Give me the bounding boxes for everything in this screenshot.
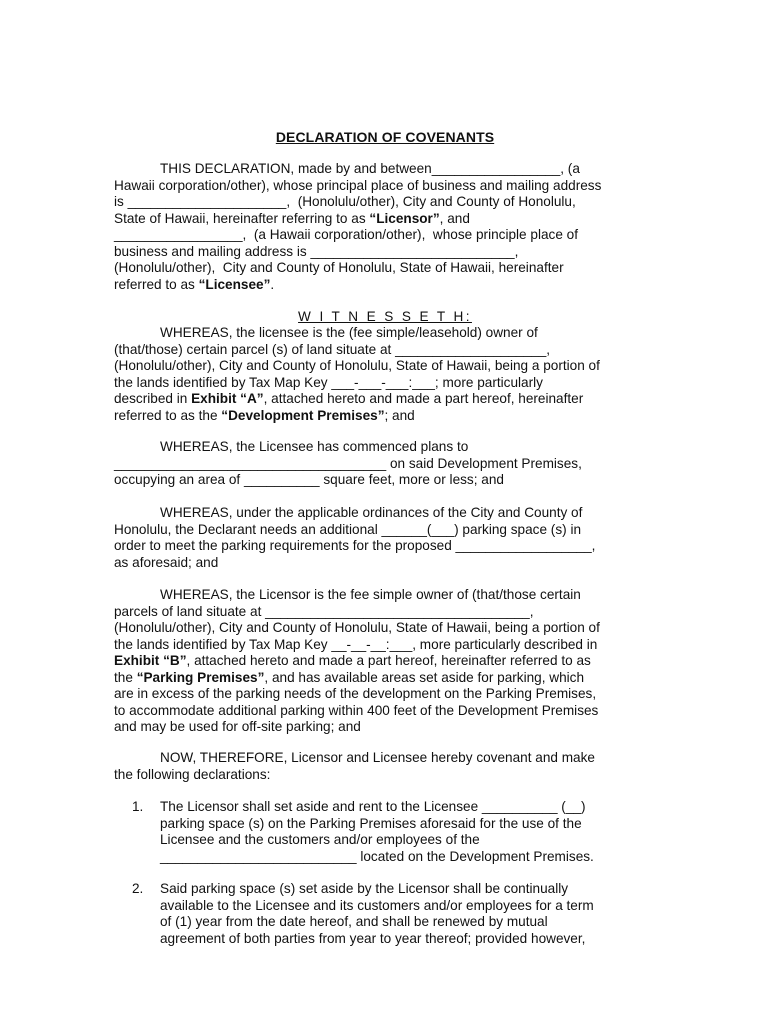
- whereas-clause-line: occupying an area of __________ square feet, more or less; and: [114, 472, 504, 487]
- witnesseth-heading: W I T N E S S E T H:: [298, 309, 472, 324]
- declaration-item-2-line: of (1) year from the date hereof, and shall be renewed by mutual: [160, 914, 548, 929]
- declaration-item-2-line: available to the Licensee and its customers and/or employees for a term: [160, 897, 594, 913]
- declaration-item-2-line: Said parking space (s) set aside by the Licensor shall be continually: [160, 881, 569, 896]
- whereas-clause-line: to accommodate additional parking within 400 feet of the Development Premises: [114, 702, 599, 718]
- whereas-clause-line: referred to as the “Development Premises”; and: [114, 407, 415, 423]
- whereas-clause-line: the “Parking Premises”, and has available areas set aside for parking, which: [114, 669, 585, 685]
- intro-paragraph-line: Hawaii corporation/other), whose principal place of business and mailing address: [114, 177, 602, 193]
- whereas-clause-line: as aforesaid; and: [114, 554, 219, 570]
- whereas-clause-line: Exhibit “B”, attached hereto and made a part hereof, hereinafter referred to as: [114, 653, 591, 668]
- intro-paragraph-line: business and mailing address is ___________________________,: [114, 243, 519, 259]
- whereas-clause-line: parcels of land situate at ___________________________________,: [114, 603, 534, 619]
- whereas-clause-line: ____________________________________ on said Development Premises,: [114, 455, 582, 471]
- declaration-item-2-line: agreement of both parties from year to year thereof; provided however,: [160, 930, 586, 946]
- whereas-clause-line: (Honolulu/other), City and County of Honolulu, State of Hawaii, being a portion of: [114, 620, 600, 635]
- whereas-clause-line: and may be used for off-site parking; and: [114, 719, 361, 734]
- whereas-clause-line: WHEREAS, the licensee is the (fee simple/leasehold) owner of: [160, 325, 538, 340]
- whereas-clause-line: WHEREAS, the Licensee has commenced plans to: [160, 439, 469, 454]
- whereas-clause-line: WHEREAS, the Licensor is the fee simple owner of (that/those certain: [160, 587, 581, 602]
- whereas-clause-line: (that/those) certain parcel (s) of land situate at ____________________,: [114, 341, 551, 357]
- whereas-clause-line: order to meet the parking requirements for the proposed __________________,: [114, 538, 596, 553]
- intro-paragraph-line: _________________, (a Hawaii corporation/other), whose principle place of: [114, 227, 578, 242]
- whereas-clause-line: Honolulu, the Declarant needs an additional ______(___) parking space (s) in: [114, 521, 582, 537]
- whereas-clause-line: described in Exhibit “A”, attached hereto and made a part hereof, hereinafter: [114, 391, 584, 406]
- declaration-item-1-line: Licensee and the customers and/or employees of the: [160, 832, 480, 847]
- intro-paragraph-line: referred to as “Licensee”.: [114, 276, 275, 292]
- whereas-clause-line: WHEREAS, under the applicable ordinances of the City and County of: [160, 505, 583, 520]
- declaration-item-1-line: parking space (s) on the Parking Premises aforesaid for the use of the: [160, 815, 582, 831]
- now-therefore-clause-line: NOW, THEREFORE, Licensor and Licensee hereby covenant and make: [160, 750, 595, 765]
- declaration-item-1-line: __________________________ located on the Development Premises.: [160, 848, 594, 864]
- now-therefore-clause-line: the following declarations:: [114, 766, 271, 782]
- whereas-clause-line: (Honolulu/other), City and County of Honolulu, State of Hawaii, being a portion of: [114, 358, 600, 373]
- intro-paragraph-line: THIS DECLARATION, made by and between_________________, (a: [160, 161, 580, 176]
- document-title: DECLARATION OF COVENANTS: [275, 129, 495, 145]
- intro-paragraph-line: is _____________________, (Honolulu/other), City and County of Honolulu,: [114, 194, 576, 209]
- declaration-item-1-line: The Licensor shall set aside and rent to the Licensee __________ (__): [160, 799, 586, 814]
- declaration-item-1-number: 1.: [132, 799, 144, 814]
- declaration-item-2-number: 2.: [132, 881, 144, 896]
- intro-paragraph-line: (Honolulu/other), City and County of Honolulu, State of Hawaii, hereinafter: [114, 260, 564, 275]
- whereas-clause-line: the lands identified by Tax Map Key ___-___-___:___; more particularly: [114, 374, 543, 390]
- intro-paragraph-line: State of Hawaii, hereinafter referring to as “Licensor”, and: [114, 210, 470, 226]
- whereas-clause-line: are in excess of the parking needs of the development on the Parking Premises,: [114, 686, 597, 701]
- whereas-clause-line: the lands identified by Tax Map Key __-__-__:___, more particularly described in: [114, 636, 598, 652]
